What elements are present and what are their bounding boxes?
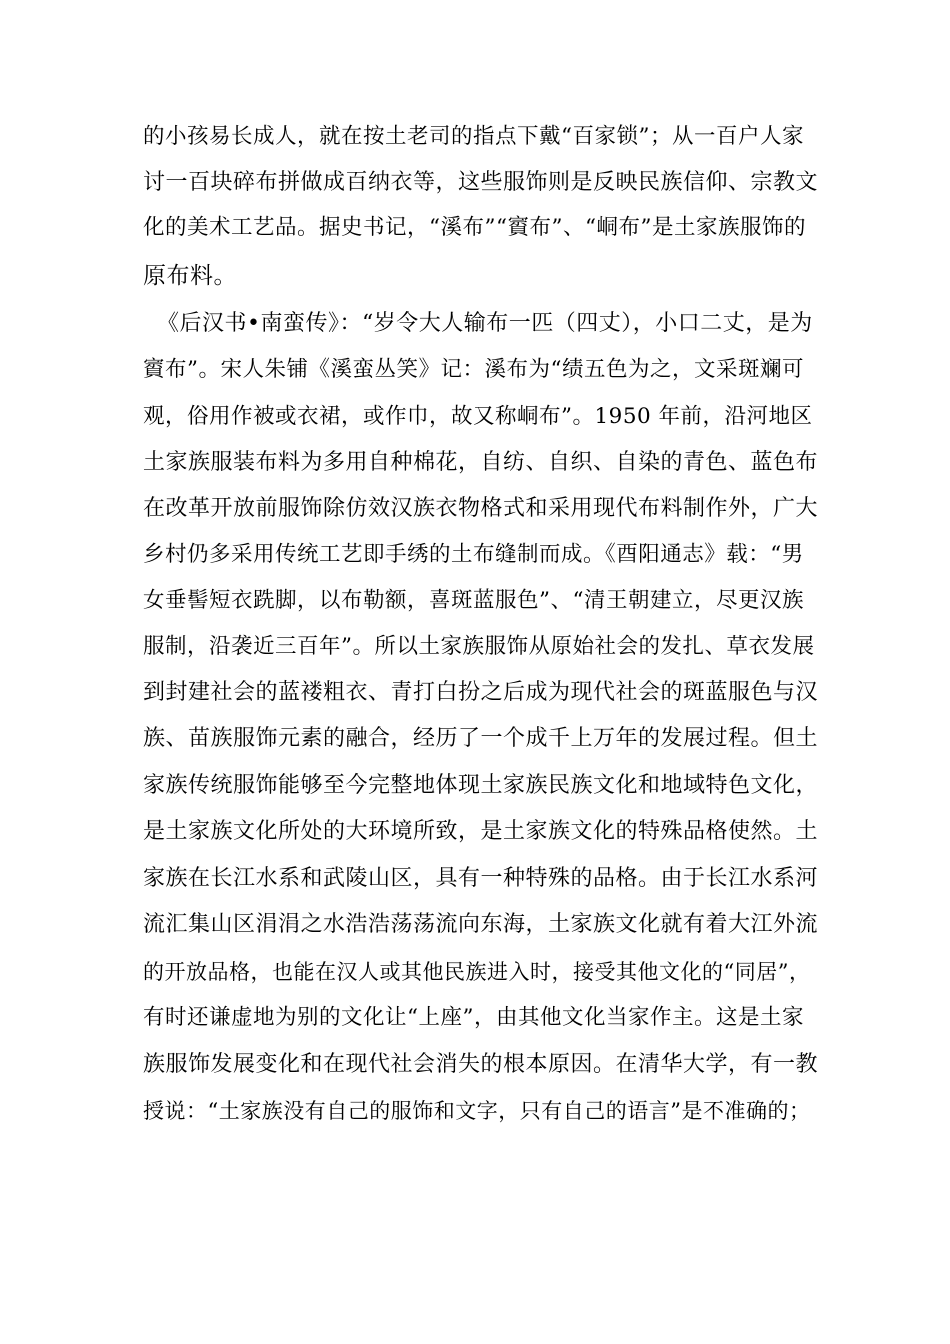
text-line-5: 《后汉书•南蛮传》：“岁令大人输布一匹（四丈），小口二丈，是为 [157, 311, 813, 336]
text-line-7: 观，俗用作被或衣裙，或作巾，故又称峒布”。1950 年前，沿河地区 [143, 404, 813, 429]
text-line-4: 原布料。 [143, 263, 237, 289]
text-line-21: 族服饰发展变化和在现代社会消失的根本原因。在清华大学，有一教 [143, 1052, 819, 1077]
text-line-16: 是土家族文化所处的大环境所致，是土家族文化的特殊品格使然。土 [143, 819, 819, 844]
text-line-22: 授说：“土家族没有自己的服饰和文字，只有自己的语言”是不准确的； [143, 1099, 811, 1123]
text-line-6: 賨布”。宋人朱铺《溪蛮丛笑》记：溪布为“绩五色为之，文采斑斓可 [143, 357, 804, 382]
text-line-15: 家族传统服饰能够至今完整地体现土家族民族文化和地域特色文化， [143, 773, 819, 798]
text-line-17: 家族在长江水系和武陵山区，具有一种特殊的品格。由于长江水系河 [143, 866, 819, 891]
text-line-11: 女垂髻短衣跣脚，以布勒额，喜斑蓝服色”、“清王朝建立，尽更汉族 [143, 588, 804, 613]
text-line-12: 服制，沿袭近三百年”。所以土家族服饰从原始社会的发扎、草衣发展 [143, 634, 815, 659]
text-line-20: 有时还谦虚地为别的文化让“上座”，由其他文化当家作主。这是土家 [143, 1005, 804, 1030]
text-line-14: 族、苗族服饰元素的融合，经历了一个成千上万年的发展过程。但土 [143, 726, 819, 751]
text-line-18: 流汇集山区涓涓之水浩浩荡荡流向东海，土家族文化就有着大江外流 [143, 912, 819, 937]
text-line-19: 的开放品格，也能在汉人或其他民族进入时，接受其他文化的“同居”， [143, 960, 811, 984]
text-line-9: 在改革开放前服饰除仿效汉族衣物格式和采用现代布料制作外，广大 [143, 496, 819, 521]
text-line-3: 化的美术工艺品。据史书记，“溪布”“賨布”、“峒布”是土家族服饰的 [143, 215, 806, 240]
text-line-1: 的小孩易长成人，就在按土老司的指点下戴“百家锁”；从一百户人家 [143, 124, 804, 149]
text-line-2: 讨一百块碎布拼做成百纳衣等，这些服饰则是反映民族信仰、宗教文 [143, 170, 819, 195]
text-line-8: 土家族服装布料为多用自种棉花，自纺、自织、自染的青色、蓝色布 [143, 450, 819, 475]
text-line-10: 乡村仍多采用传统工艺即手绣的土布缝制而成。《酉阳通志》载：“男 [143, 542, 804, 567]
text-line-13: 到封建社会的蓝褛粗衣、青打白扮之后成为现代社会的斑蓝服色与汉 [143, 680, 819, 705]
